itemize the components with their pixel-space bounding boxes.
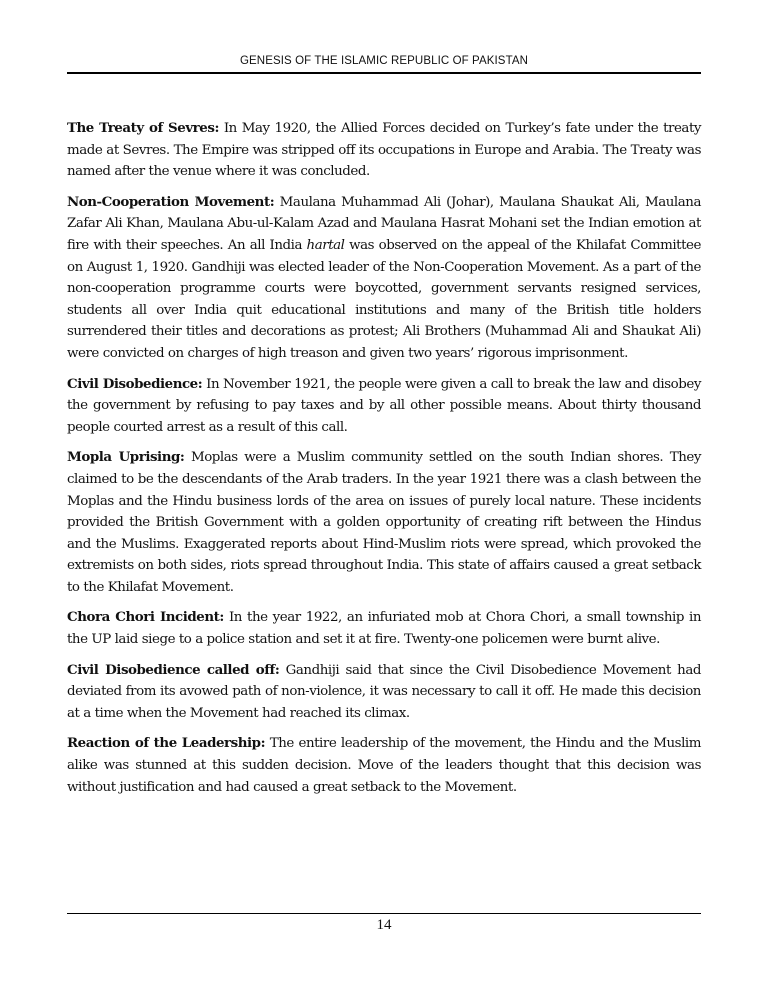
paragraph-mopla-uprising	[67, 447, 701, 598]
paragraph-text: was observed on the appeal of the Khilafat Committee on August 1, 1920. Gandhiji was elected leader of the Non-Cooperation Movement. As a part of the non-cooperation programme courts were boycotted, government servants resigned services, students all over India quit educational institutions and many of the British title holders surrendered their titles and decorations as protest; Ali Brothers (Muhammad Ali and Shaukat Ali) were convicted on charges of high treason and given two years’ rigorous imprisonment.	[67, 237, 701, 361]
paragraph-non-cooperation-movement	[67, 192, 701, 365]
paragraph-text: In May 1920, the Allied Forces decided on Turkey’s fate under the treaty made at Sevres. The Empire was stripped off its occupations in Europe and Arabia. The Treaty was named after the venue where it was concluded.	[67, 121, 702, 180]
term-heading: Civil Disobedience called off:	[67, 661, 280, 678]
paragraph-text: Gandhiji said that since the Civil Disobedience Movement had deviated from its avowed path of non-violence, it was necessary to call it off. He made this decision at a time when the Movement had reached its climax.	[67, 662, 701, 721]
term-heading: The Treaty of Sevres:	[67, 120, 219, 136]
paragraph-text: In November 1921, the people were given a call to break the law and disobey the government by refusing to pay taxes and by all other possible means. About thirty thousand people courted arrest as a result of this call.	[67, 376, 701, 435]
paragraph-text: Maulana Muhammad Ali (Johar), Maulana Shaukat Ali, Maulana Zafar Ali Khan, Maulana Abu-ul-Kalam Azad and Maulana Hasrat Mohani set the Indian emotion at fire with their speeches. An all India	[67, 194, 701, 253]
paragraph-civil-disobedience	[67, 374, 701, 439]
paragraph-treaty-of-sevres	[67, 118, 701, 183]
term-heading: Reaction of the Leadership:	[67, 735, 266, 752]
term-heading: Chora Chori Incident:	[67, 609, 224, 626]
paragraph-text: The entire leadership of the movement, the Hindu and the Muslim alike was stunned at this sudden decision. Move of the leaders thought that this decision was without justification and had caused a great setback to the Movement.	[67, 736, 701, 795]
paragraph-text: In the year 1922, an infuriated mob at Chora Chori, a small township in the UP laid siege to a police station and set it at fire. Twenty-one policemen were burnt alive.	[67, 610, 702, 648]
page-number: 14	[376, 917, 392, 933]
running-header: GENESIS OF THE ISLAMIC REPUBLIC OF PAKISTAN	[67, 52, 701, 74]
page-footer	[67, 913, 701, 934]
term-heading: Non-Cooperation Movement:	[67, 193, 275, 210]
italic-term: hartal	[306, 237, 345, 253]
term-heading: Civil Disobedience:	[67, 375, 203, 392]
term-heading: Mopla Uprising:	[67, 449, 185, 466]
body-text	[67, 118, 701, 807]
paragraph-text: Moplas were a Muslim community settled on the south Indian shores. They claimed to be the descendants of the Arab traders. In the year 1921 there was a clash between the Moplas and the Hindu business lords of the area on issues of purely local nature. These incidents provided the British Government with a golden opportunity of creating rift between the Hindus and the Muslims. Exaggerated reports about Hind-Muslim riots were spread, which provoked the extremists on both sides, riots spread throughout India. This state of affairs caused a great setback to the Khilafat Movement.	[67, 450, 701, 595]
paragraph-civil-disobedience-called-off	[67, 660, 701, 725]
paragraph-reaction-of-leadership	[67, 733, 701, 798]
paragraph-chora-chori-incident	[67, 607, 701, 650]
